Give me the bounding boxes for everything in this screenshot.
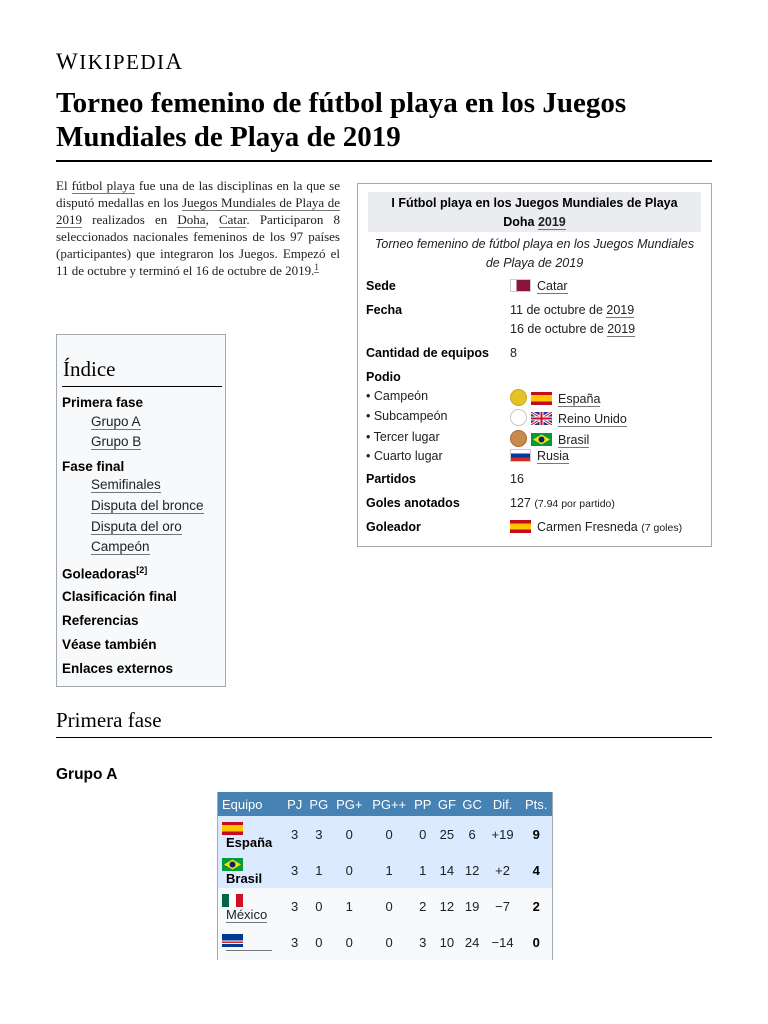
team-link-espana[interactable]: España	[226, 834, 273, 850]
table-row: 3 0 0 0 3 10 24 −14 0	[218, 924, 553, 960]
flag-uk-icon	[531, 412, 552, 425]
toc-item-campeon[interactable]: Campeón	[91, 539, 150, 554]
col-pg-plus-plus: PG++	[367, 792, 411, 816]
toc-item-grupo-a[interactable]: Grupo A	[91, 414, 141, 429]
toc-item-primera-fase[interactable]: Primera fase	[62, 395, 144, 410]
flag-brazil-icon	[222, 858, 243, 871]
link-brasil[interactable]: Brasil	[558, 433, 590, 447]
link-fecha-fin-anio[interactable]: 2019	[607, 322, 636, 336]
title-divider	[56, 160, 712, 162]
team-link-brasil[interactable]: Brasil	[226, 870, 263, 886]
table-header-row	[218, 792, 553, 816]
infobox: I Fútbol playa en los Juegos Mundiales de Playa Doha 2019 Torneo femenino de fútbol playa en los Juegos Mundiales de Playa de 2019 Sede Catar Fecha 11 de octubre de 2019 16 de octubre de 2019 Cantidad de equipos 8 Podio • Campeón España • Subcampeón Reino Unido • Tercer lugar Brasil • Cuarto lugar Rusia Partidos 16 Goles anotados 127 (7.94 por partido) Goleador Carmen Fresneda (7 goles)	[357, 183, 712, 547]
col-pj: PJ	[283, 792, 306, 816]
col-pg: PG	[306, 792, 331, 816]
section-heading-grupo-a: Grupo A	[56, 766, 118, 783]
flag-brazil-icon	[531, 433, 552, 446]
flag-spain-icon	[222, 822, 243, 835]
col-pg-plus: PG+	[331, 792, 367, 816]
col-gf: GF	[434, 792, 459, 816]
flag-qatar-icon	[510, 279, 531, 292]
section-heading-primera-fase: Primera fase	[56, 708, 162, 732]
flag-mexico-icon	[222, 894, 243, 907]
team-link-row-4[interactable]	[226, 950, 272, 951]
toc-item-enlaces-externos[interactable]: Enlaces externos	[62, 661, 174, 676]
infobox-heading: I Fútbol playa en los Juegos Mundiales de Playa Doha 2019	[368, 192, 701, 232]
col-pts: Pts.	[520, 792, 552, 816]
link-rusia[interactable]: Rusia	[537, 449, 569, 463]
link-catar[interactable]: Catar	[218, 212, 247, 228]
link-doha[interactable]: Doha	[177, 212, 206, 228]
toc-item-vease-tambien[interactable]: Véase también	[62, 637, 157, 652]
flag-cape-verde-icon	[222, 934, 243, 947]
col-pp: PP	[411, 792, 434, 816]
toc-title: Índice	[63, 357, 116, 381]
silver-medal-icon	[510, 409, 527, 426]
flag-spain-icon	[531, 392, 552, 405]
table-row: Brasil 3 1 0 1 1 14 12 +2 4	[218, 852, 553, 888]
flag-spain-icon	[510, 520, 531, 533]
intro-paragraph: El fútbol playa fue una de las disciplinas en la que se disputó medallas en los Juegos Mundiales de Playa de 2019 realizados en Doha, Catar. Participaron 8 seleccionados nacionales femeninos de los 97 países (participantes) que integraron los Juegos. Empezó el 11 de octubre y terminó el 16 de octubre de 2019.$^1$	[56, 178, 340, 279]
link-futbol-playa[interactable]: fútbol playa	[71, 178, 135, 193]
reference-1[interactable]: 1	[314, 262, 319, 273]
wikipedia-logo[interactable]: WIKIPEDIA	[56, 49, 184, 74]
toc-item-clasificacion-final[interactable]: Clasificación final	[62, 589, 177, 604]
team-link-mexico[interactable]: México	[226, 906, 268, 922]
toc-item-semifinales[interactable]: Semifinales	[91, 477, 161, 492]
infobox-subtitle: Torneo femenino de fútbol playa en los Juegos Mundiales de Playa de 2019	[374, 237, 695, 270]
link-fecha-inicio-anio[interactable]: 2019	[606, 303, 635, 317]
toc-item-grupo-b[interactable]: Grupo B	[91, 434, 142, 449]
bronze-medal-icon	[510, 430, 527, 447]
section-divider	[56, 737, 712, 738]
table-row: México 3 0 1 0 2 12 19 −7 2	[218, 888, 553, 924]
link-espana[interactable]: España	[558, 392, 601, 406]
col-equipo: Equipo	[218, 792, 284, 816]
flag-russia-icon	[510, 449, 531, 462]
page-title: Torneo femenino de fútbol playa en los Juegos Mundiales de Playa de 2019	[56, 87, 627, 153]
col-gc: GC	[460, 792, 485, 816]
toc-item-referencias[interactable]: Referencias	[62, 613, 139, 628]
link-sede-catar[interactable]: Catar	[537, 279, 568, 293]
group-a-table	[217, 792, 553, 960]
table-row: España 3 3 0 0 0 25 6 +19 9	[218, 816, 553, 852]
col-dif: Dif.	[485, 792, 521, 816]
link-juegos-mundiales[interactable]: Juegos Mundiales de Playa de 2019	[56, 195, 340, 228]
link-reino-unido[interactable]: Reino Unido	[558, 412, 627, 426]
toc-divider	[62, 386, 222, 387]
toc-item-disputa-oro[interactable]: Disputa del oro	[91, 519, 182, 534]
toc-item-goleadoras[interactable]: Goleadoras[2]	[62, 565, 148, 582]
link-2019[interactable]: 2019	[537, 215, 566, 229]
toc-item-disputa-bronce[interactable]: Disputa del bronce	[91, 498, 204, 513]
toc-item-fase-final[interactable]: Fase final	[62, 459, 125, 474]
table-of-contents	[56, 334, 226, 687]
gold-medal-icon	[510, 389, 527, 406]
